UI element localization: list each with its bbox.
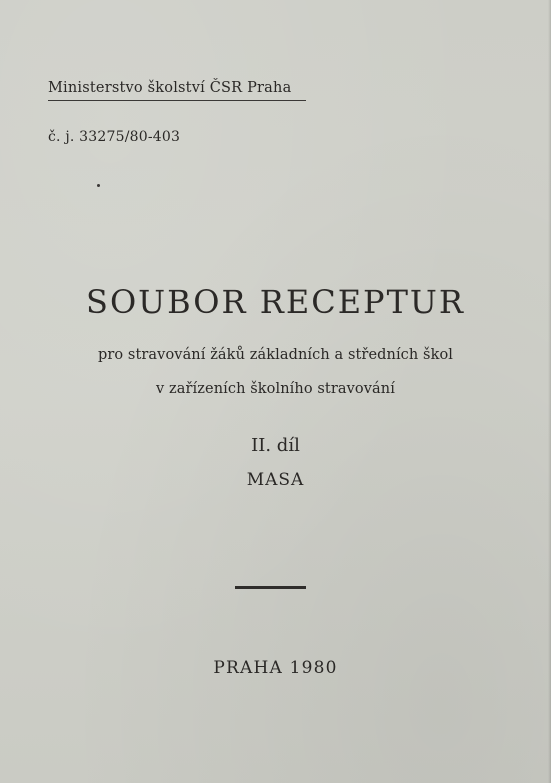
volume-section: MASA [246,470,305,490]
place-and-year: PRAHA 1980 [213,658,338,678]
book-title: SOUBOR RECEPTUR [86,283,465,321]
subtitle-line-2: v zařízeních školního stravování [156,381,395,397]
subtitle-line-1: pro stravování žáků základních a středních škol [97,347,454,363]
ink-speck [97,184,100,187]
divider-rule [235,586,306,589]
volume-part: II. díl [251,435,300,456]
publisher-name: Ministerstvo školství ČSR Praha [48,80,306,101]
reference-number: č. j. 33275/80-403 [48,129,181,145]
